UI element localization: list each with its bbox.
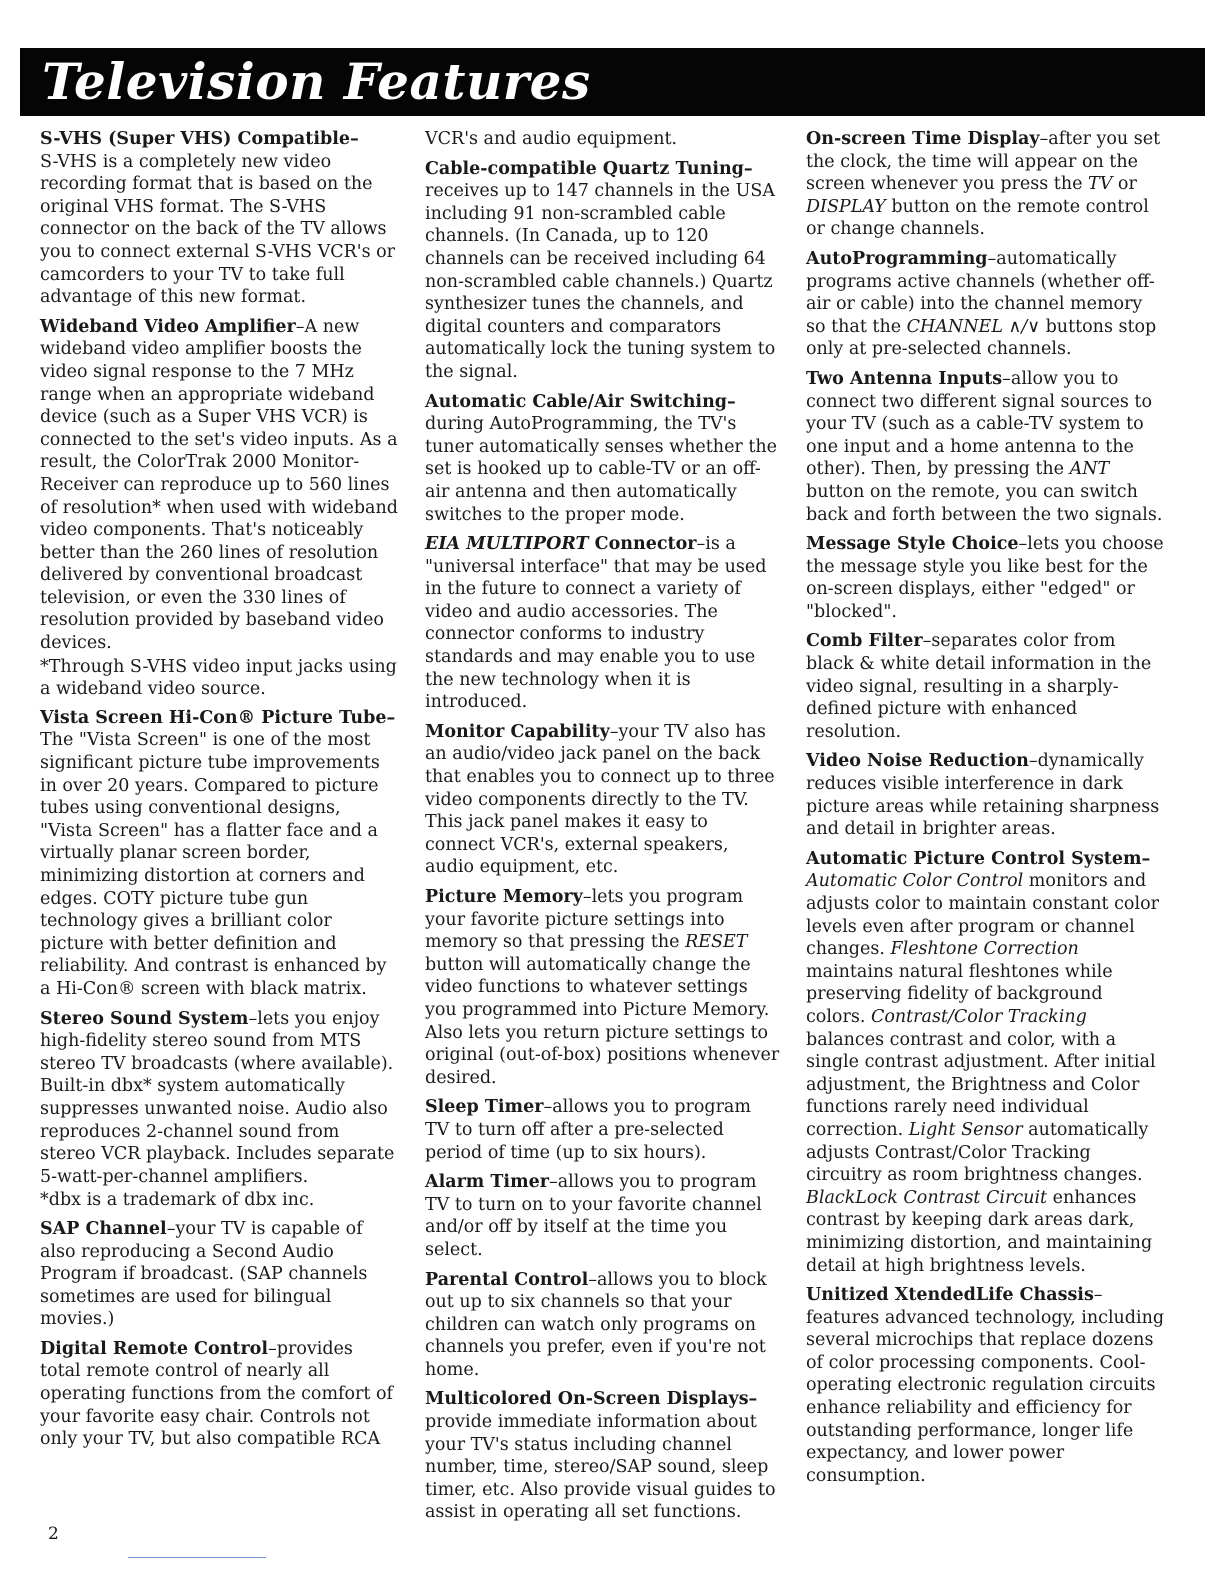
feature-text: monitors and adjusts color to maintain constant color levels even after program or channel changes.	[806, 871, 1159, 960]
subfeature-label: Fleshtone Correction	[890, 939, 1079, 960]
feature-wideband-amplifier	[40, 316, 398, 655]
feature-title: Digital Remote Control	[40, 1338, 268, 1359]
feature-text: –allows you to block out up to six channels so that your children can watch only programs on channels you prefer, even if you're not home.	[425, 1269, 767, 1380]
tv-button-label: TV	[1088, 174, 1113, 195]
feature-title: Stereo Sound System	[40, 1008, 249, 1029]
feature-vista-screen	[40, 707, 398, 1001]
feature-title: SAP Channel	[40, 1218, 167, 1239]
feature-autoprogramming	[806, 248, 1166, 361]
feature-text: –allows you to program TV to turn on to your favorite channel and/or off by itself at the time you select.	[425, 1172, 762, 1260]
feature-title: Video Noise Reduction	[806, 751, 1029, 772]
feature-title: Cable-compatible Quartz Tuning–	[425, 158, 753, 179]
feature-title: Automatic Picture Control System–	[806, 848, 1151, 869]
feature-message-style	[806, 533, 1166, 623]
feature-sap-channel	[40, 1218, 398, 1331]
feature-text: maintains natural fleshtones while preserving fidelity of background colors.	[806, 961, 1113, 1027]
page-title: Television Features	[42, 52, 591, 111]
feature-title: Parental Control	[425, 1269, 589, 1290]
feature-stereo-sound	[40, 1008, 398, 1189]
feature-text: –your TV also has an audio/video jack panel on the back that enables you to connect up to three video components directly to the TV. This jack panel makes it easy to connect VCR's, external speakers, audio equipment, etc.	[425, 721, 775, 878]
feature-text: –lets you enjoy high-fidelity stereo sound from MTS stereo TV broadcasts (where available). Built-in dbx* system automatically suppresses unwanted noise. Audio also reproduces 2-channel sound from stereo VCR playback. Includes separate 5-watt-per-channel amplifiers.	[40, 1008, 395, 1187]
feature-two-antenna-inputs	[806, 368, 1166, 526]
feature-text: –your TV is capable of also reproducing a Second Audio Program if broadcast. (SAP channels sometimes are used for bilingual movies.)	[40, 1218, 368, 1330]
feature-cable-air-switching	[425, 391, 780, 527]
feature-text: –separates color from black & white detail information in the video signal, resulting in a sharply-defined picture with enhanced resolution.	[806, 631, 1152, 742]
feature-title: Wideband Video Amplifier	[40, 316, 296, 337]
divider	[128, 1557, 266, 1558]
feature-text: –allow you to connect two different signal sources to your TV (such as a cable-TV system to one input and a home antenna to the other). Then, by pressing the	[806, 368, 1152, 480]
feature-text: –automatically programs active channels (whether off-air or cable) into the channel memory so that the	[806, 248, 1155, 337]
feature-title: Message Style Choice	[806, 534, 1019, 555]
feature-text: button on the remote control or change channels.	[806, 196, 1149, 240]
feature-video-noise-reduction	[806, 750, 1166, 840]
feature-on-screen-displays	[425, 1388, 780, 1524]
ant-button-label: ANT	[1069, 459, 1110, 480]
feature-sleep-timer	[425, 1096, 780, 1164]
feature-xtendedlife-chassis	[806, 1284, 1166, 1487]
feature-title: Alarm Timer	[425, 1172, 549, 1193]
feature-comb-filter	[806, 630, 1166, 743]
feature-text: during AutoProgramming, the TV's tuner automatically senses whether the set is hooked up to cable-TV or an off-air antenna and then automatically switches to the proper mode.	[425, 414, 778, 525]
feature-title: Comb Filter	[806, 631, 923, 652]
feature-title: Multicolored On-Screen Displays–	[425, 1389, 758, 1410]
feature-text: –lets you choose the message style you like best for the on-screen displays, either "edged" or "blocked".	[806, 534, 1164, 622]
feature-alarm-timer	[425, 1171, 780, 1261]
feature-title: S-VHS (Super VHS) Compatible–	[40, 129, 359, 149]
feature-title: Picture Memory	[425, 887, 583, 907]
feature-text: enhances contrast by keeping dark areas dark, minimizing distortion, and maintaining detail at high brightness levels.	[806, 1187, 1153, 1276]
feature-time-display	[806, 128, 1166, 241]
feature-title: Connector	[588, 534, 697, 555]
feature-quartz-tuning	[425, 158, 780, 384]
subfeature-label: Automatic Color Control	[806, 871, 1024, 892]
feature-text: buttons stop only at pre-selected channels.	[806, 316, 1157, 360]
feature-text: –provides total remote control of nearly all operating functions from the comfort of your favorite easy chair. Controls not only your TV, but also compatible RCA	[40, 1338, 394, 1450]
column-right	[806, 128, 1166, 1494]
channel-button-label: CHANNEL ∧/∨	[906, 316, 1041, 337]
subfeature-label: Light Sensor	[908, 1119, 1023, 1140]
feature-title: Automatic Cable/Air Switching–	[425, 391, 736, 412]
feature-text: or	[1112, 174, 1137, 195]
column-middle	[425, 128, 780, 1531]
feature-text: –dynamically reduces visible interference in dark picture areas while retaining sharpness and detail in brighter areas.	[806, 751, 1160, 840]
column-left	[40, 128, 398, 1458]
feature-eia-multiport	[425, 533, 780, 714]
subfeature-label: BlackLock Contrast Circuit	[806, 1187, 1048, 1208]
feature-text: balances contrast and color, with a single contrast adjustment. After initial adjustment, the Brightness and Color functions rarely need individual correction.	[806, 1029, 1156, 1140]
feature-remote-continued: VCR's and audio equipment.	[425, 129, 678, 149]
feature-title: Sleep Timer	[425, 1097, 544, 1118]
feature-text: The "Vista Screen" is one of the most significant picture tube improvements in over 20 years. Compared to picture tubes using conventional designs, "Vista Screen" has a flatter face and a virtually planar screen border, minimizing distortion at corners and edges. COTY picture tube gun technology gives a brilliant color picture with better definition and reliability. And contrast is enhanced by a Hi-Con® screen with black matrix.	[40, 730, 387, 999]
feature-title: Vista Screen Hi-Con® Picture Tube–	[40, 707, 396, 728]
feature-text: –features advanced technology, including several microchips that replace dozens of color processing components. Cool-operating electronic regulation circuits enhance reliability and efficiency for outstanding performance, longer life expectancy, and lower power consumption.	[806, 1285, 1165, 1486]
feature-title: AutoProgramming	[806, 248, 988, 269]
feature-text: –is a "universal interface" that may be used in the future to connect a variety of video and audio accessories. The connector conforms to industry standards and may enable you to use the new technology when it is introduced.	[425, 534, 767, 713]
feature-text: receives up to 147 channels in the USA including 91 non-scrambled cable channels. (In Canada, up to 120 channels can be received including 64 non-scrambled cable channels.) Quartz synthesizer tunes the channels, and digital counters and comparators automatically lock the tuning system to the signal.	[425, 181, 776, 382]
feature-text: –allows you to program TV to turn off after a pre-selected period of time (up to six hours).	[425, 1097, 751, 1163]
footnote-dbx: *dbx is a trademark of dbx inc.	[40, 1190, 315, 1211]
feature-text: provide immediate information about your TV's status including channel number, time, stereo/SAP sound, sleep timer, etc. Also provide visual guides to assist in operating all set functions.	[425, 1412, 776, 1523]
feature-title: Monitor Capability	[425, 721, 610, 742]
title-banner	[20, 48, 1205, 116]
feature-monitor-capability	[425, 721, 780, 879]
feature-text: S-VHS is a completely new video recording format that is based on the original VHS format. The S-VHS connector on the back of the TV allows you to connect external S-VHS VCR's or camcorders to your TV to take full advantage of this new format.	[40, 151, 396, 308]
feature-picture-control-system	[806, 848, 1166, 1277]
feature-picture-memory	[425, 886, 780, 1089]
feature-title: Unitized XtendedLife Chassis	[806, 1285, 1094, 1306]
feature-text: –lets you program your favorite picture settings into memory so that pressing the	[425, 887, 744, 953]
display-button-label: DISPLAY	[806, 196, 886, 217]
footnote-svhs: *Through S-VHS video input jacks using a wideband video source.	[40, 656, 397, 700]
feature-svhs	[40, 128, 398, 309]
feature-text: –A new wideband video amplifier boosts the video signal response to the 7 MHz range when an appropriate wideband device (such as a Super VHS VCR) is connected to the set's video inputs. As a result, the ColorTrak 2000 Monitor-Receiver can reproduce up to 560 lines of resolution* when used with wideband video components. That's noticeably better than the 260 lines of resolution delivered by conventional broadcast television, or even the 330 lines of resolution provided by baseband video devices.	[40, 316, 398, 654]
feature-title: Two Antenna Inputs	[806, 368, 1003, 389]
feature-text: button on the remote, you can switch back and forth between the two signals.	[806, 481, 1163, 525]
feature-parental-control	[425, 1269, 780, 1382]
reset-button-label: RESET	[685, 932, 748, 953]
feature-text: automatically adjusts Contrast/Color Tracking circuitry as room brightness changes.	[806, 1119, 1149, 1186]
feature-digital-remote	[40, 1338, 398, 1451]
feature-title: On-screen Time Display	[806, 129, 1040, 149]
feature-text: –after you set the clock, the time will appear on the screen whenever you press the	[806, 129, 1161, 195]
subfeature-label: Contrast/Color Tracking	[870, 1006, 1087, 1027]
feature-title-italic: EIA MULTIPORT	[425, 534, 589, 555]
feature-text: button will automatically change the video functions to whatever settings you programmed into Picture Memory. Also lets you return picture settings to original (out-of-box) positions whenever desired.	[425, 954, 780, 1088]
page-number: 2	[48, 1524, 59, 1544]
